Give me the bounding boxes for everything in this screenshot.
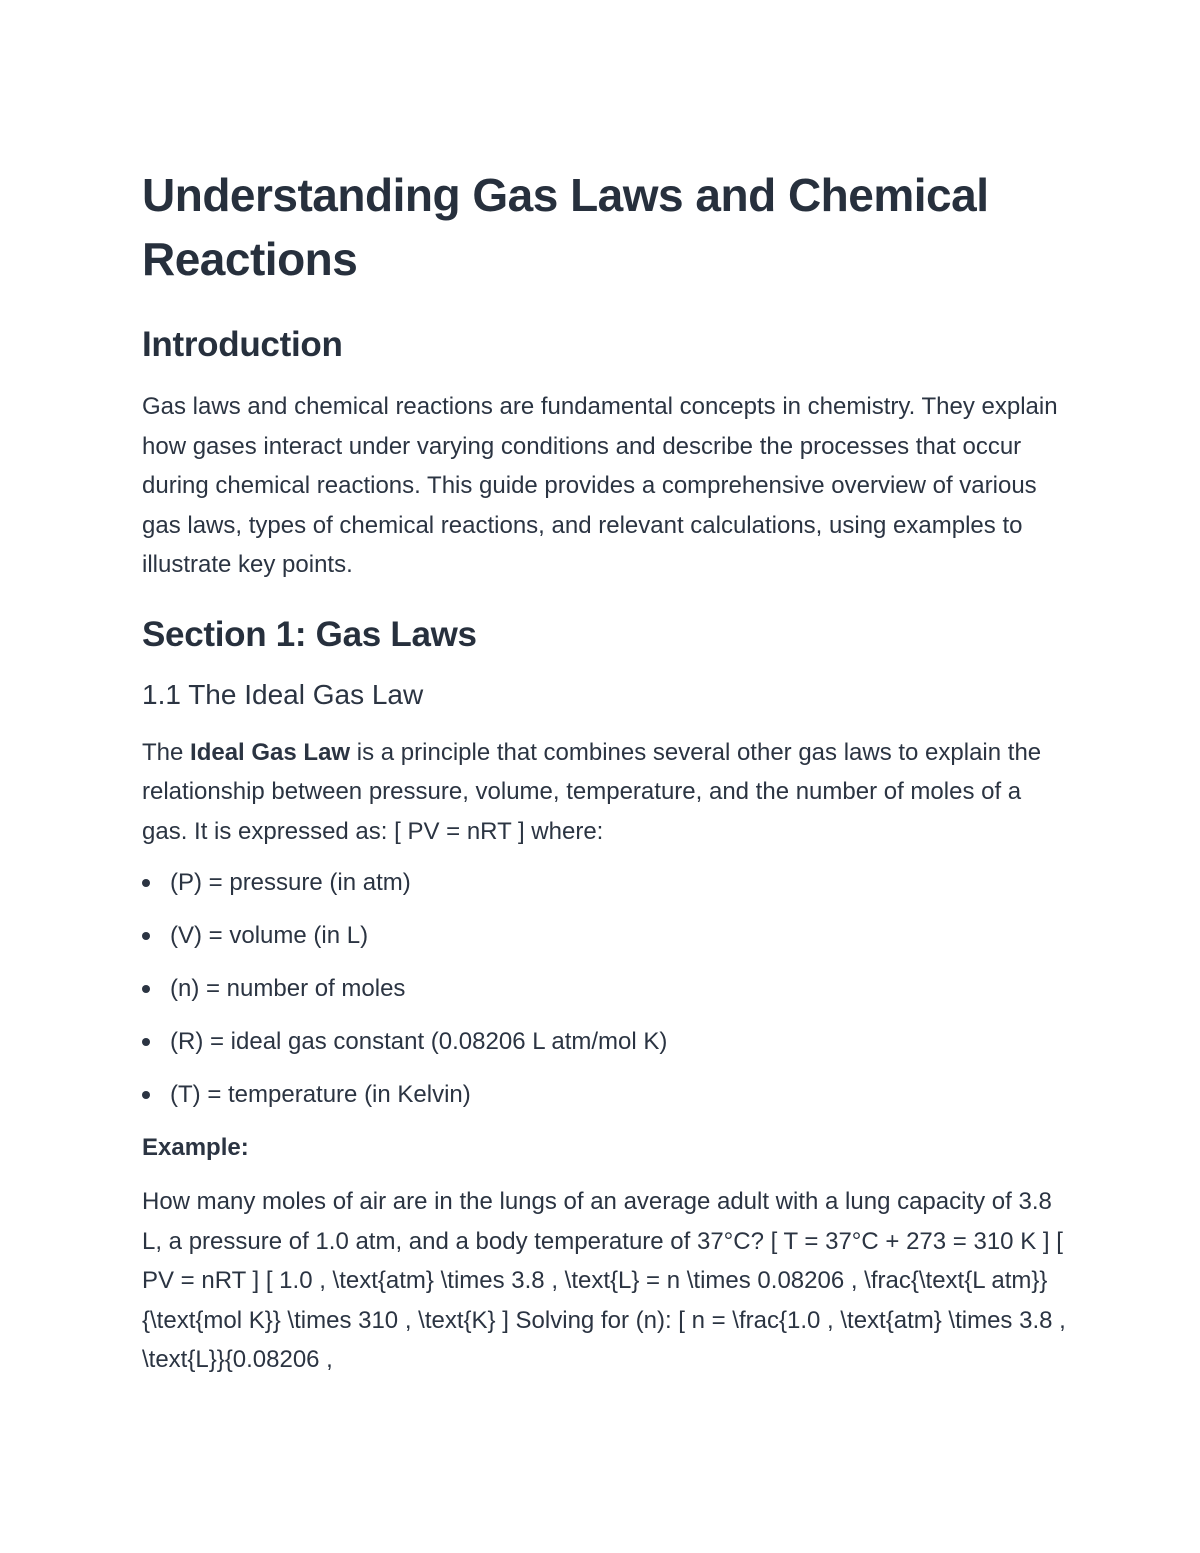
bullet-icon (142, 879, 150, 887)
subsection-1-1-heading: 1.1 The Ideal Gas Law (142, 678, 424, 710)
list-item-text: (n) = number of moles (170, 975, 406, 1002)
bullet-icon (142, 985, 150, 993)
bullet-icon (142, 1038, 150, 1046)
bullet-icon (142, 1091, 150, 1099)
list-item-text: (V) = volume (in L) (170, 922, 369, 949)
introduction-paragraph: Gas laws and chemical reactions are fundamental concepts in chemistry. They explain how gases interact under varying conditions and describe the processes that occur during chemical reactions. This guide provides a comprehensive overview of various gas laws, types of chemical reactions, and relevant calculations, using examples to illustrate key points. (142, 393, 1058, 578)
example-label: Example: (142, 1134, 249, 1161)
list-item (142, 971, 1072, 1007)
bullet-icon (142, 932, 150, 940)
ideal-gas-law-para-prefix: The (142, 738, 191, 766)
list-item-text: (T) = temperature (in Kelvin) (170, 1081, 471, 1108)
ideal-gas-law-paragraph (142, 733, 1072, 852)
document-title: Understanding Gas Laws and Chemical Reactions (142, 169, 989, 285)
list-item-text: (R) = ideal gas constant (0.08206 L atm/mol K) (170, 1028, 668, 1055)
example-paragraph: How many moles of air are in the lungs of an average adult with a lung capacity of 3.8 L, a pressure of 1.0 atm, and a body temperature of 37°C? [ T = 37°C + 273 = 310 K ] [ PV = nRT ] [ 1.0 , \text{atm} \times 3.8 , \text{L} = n \times 0.08206 , \frac{\text{L atm}}{\text{mol K}} \times 310 , \text{K} ] Solving for (n): [ n = \frac{1.0 , \text{atm} \times 3.8 , \text{L}}{0.08206 , (142, 1188, 1066, 1373)
variable-list (142, 865, 1072, 1113)
introduction-heading: Introduction (142, 325, 343, 364)
section-1-heading: Section 1: Gas Laws (142, 614, 477, 654)
list-item-text: (P) = pressure (in atm) (170, 869, 411, 896)
list-item (142, 918, 1072, 954)
document-page (142, 163, 1072, 1380)
list-item (142, 1024, 1072, 1060)
ideal-gas-law-term: Ideal Gas Law (190, 738, 351, 766)
list-item (142, 1077, 1072, 1113)
list-item (142, 865, 1072, 901)
ideal-gas-law-para-suffix: is a principle that combines several other gas laws to explain the relationship between pressure, volume, temperature, and the number of moles of a gas. It is expressed as: [ PV = nRT ] where: (142, 738, 1042, 845)
